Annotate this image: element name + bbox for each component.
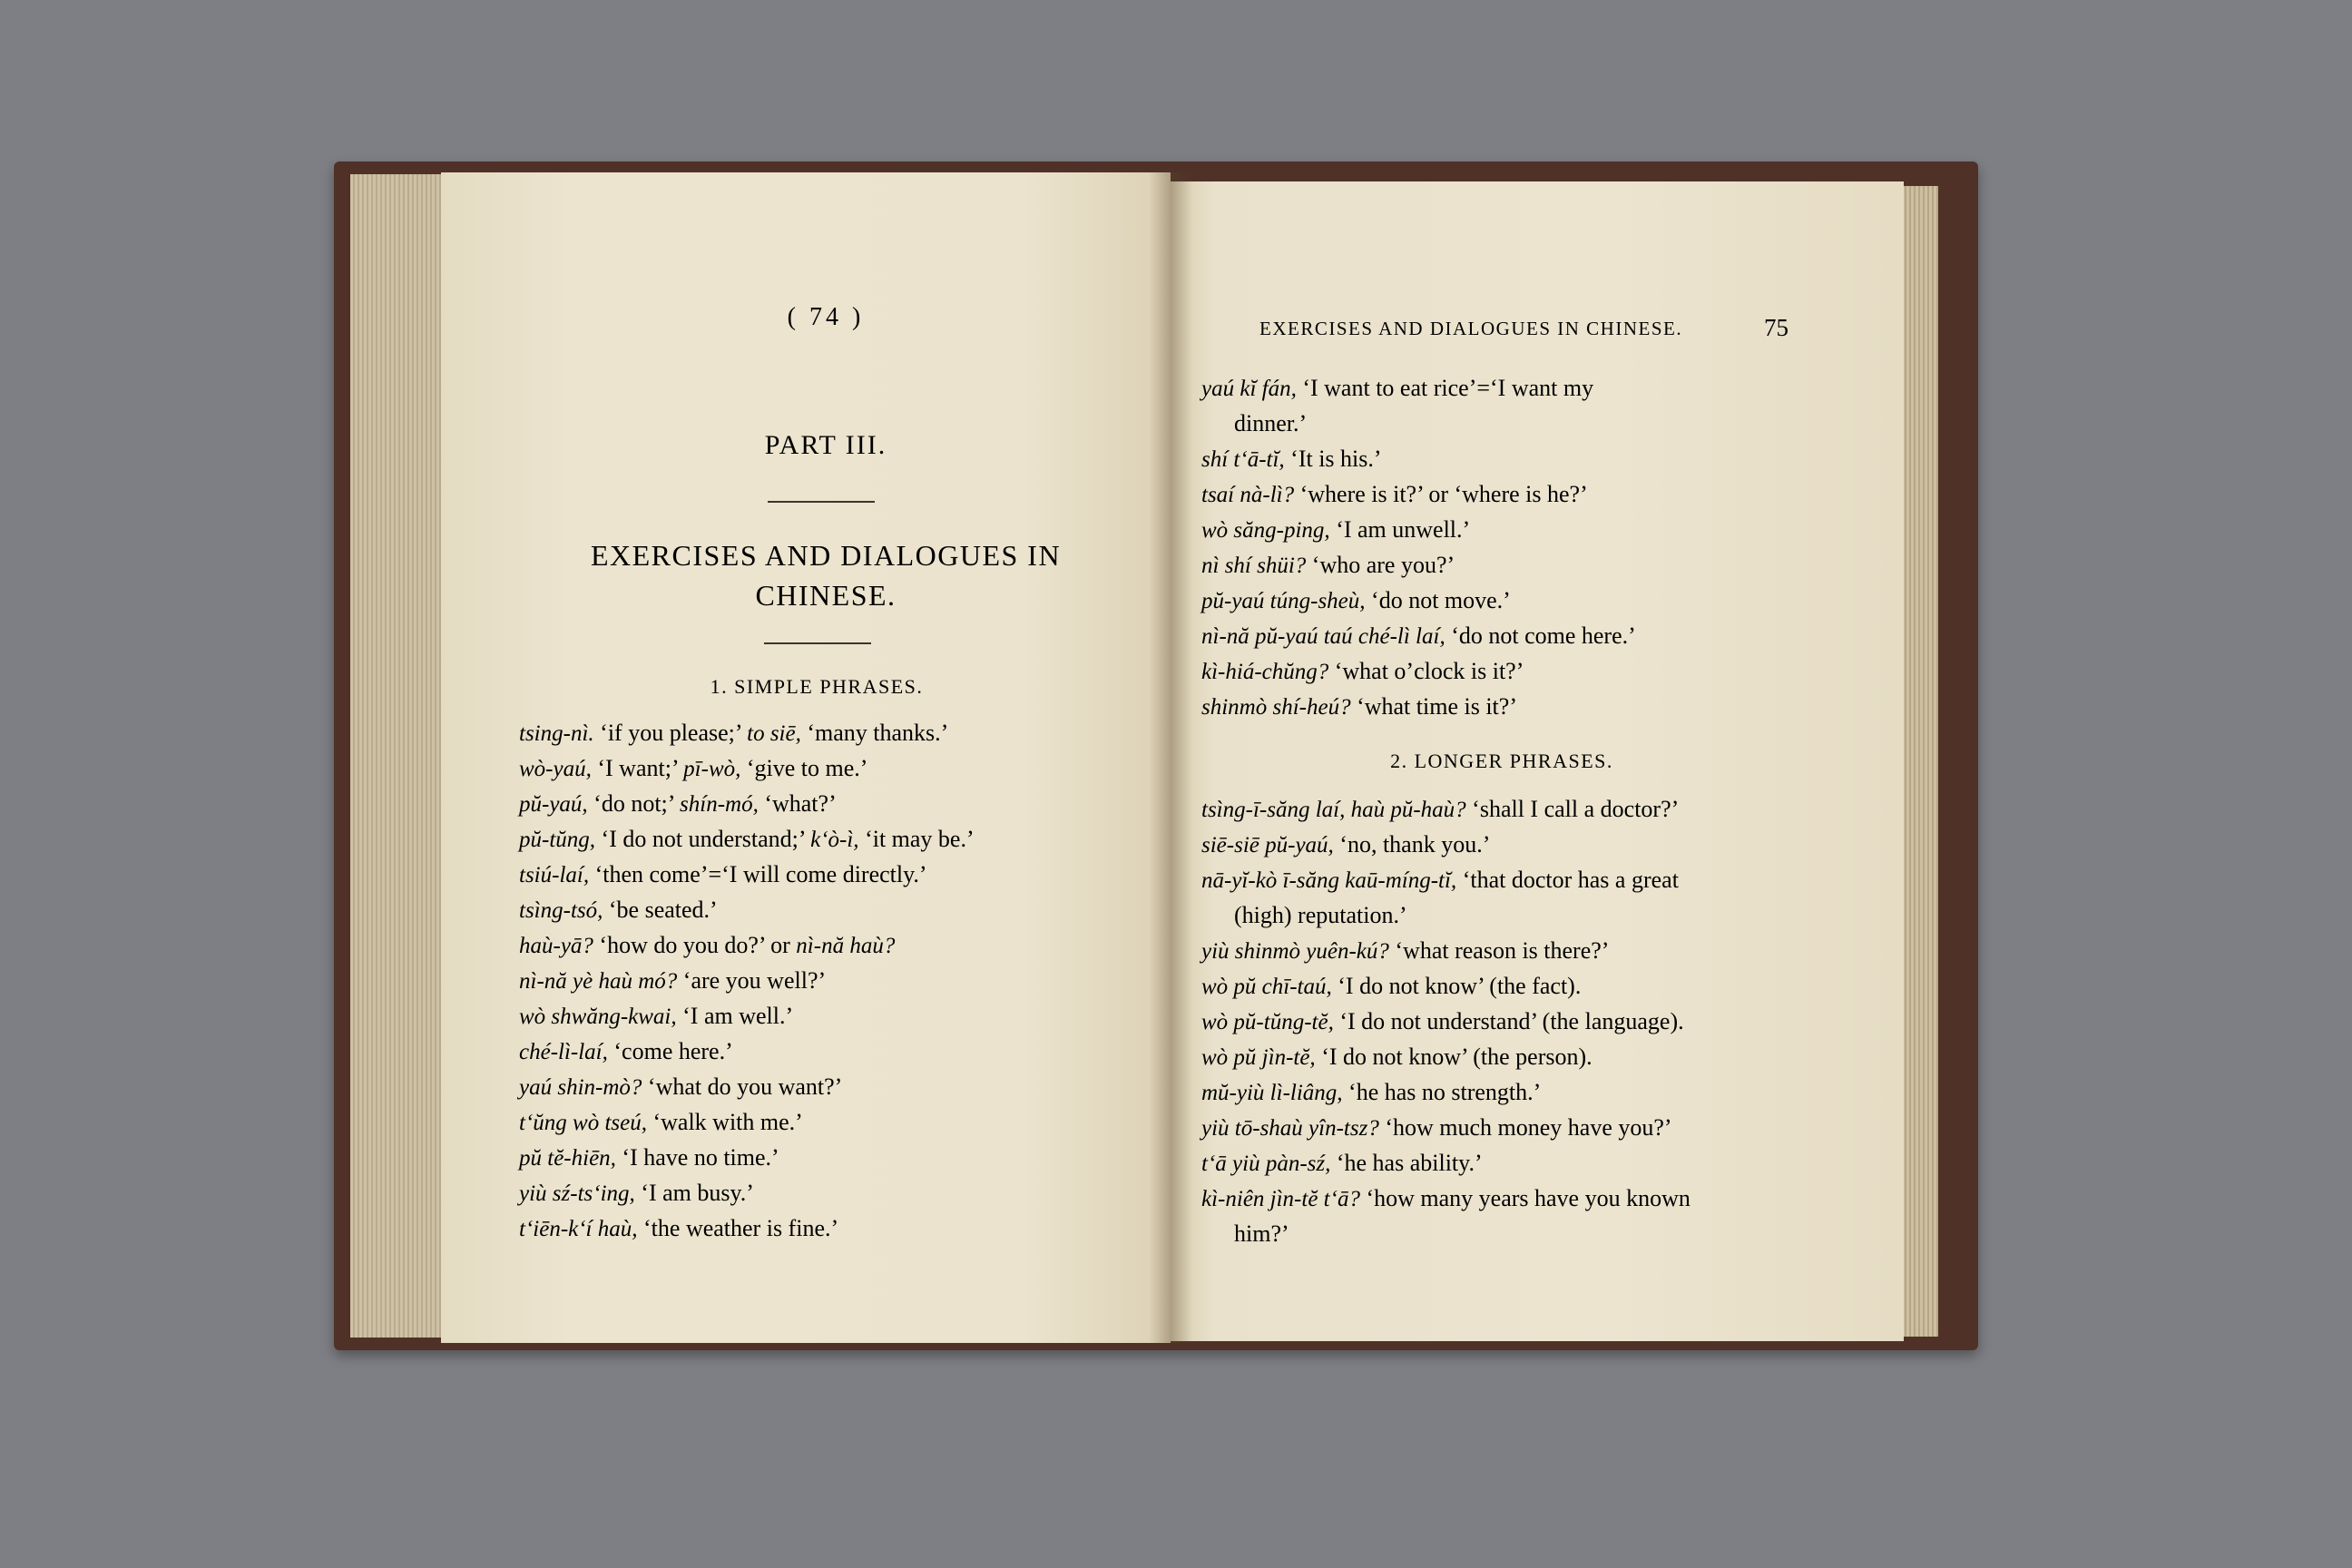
english-gloss: ‘do not come here.’ xyxy=(1445,622,1636,649)
english-gloss: ‘how much money have you?’ xyxy=(1378,1114,1672,1141)
phrase-line xyxy=(519,998,1118,1034)
english-gloss: ‘do not move.’ xyxy=(1365,587,1511,613)
english-gloss: ‘he has no strength.’ xyxy=(1342,1079,1542,1105)
phrase-line xyxy=(519,892,1118,927)
english-gloss: ‘where is it?’ or ‘where is he?’ xyxy=(1294,481,1588,507)
phrase-line xyxy=(519,1210,1118,1246)
romanized-term: shín-mó, xyxy=(680,792,759,817)
english-gloss: ‘it may be.’ xyxy=(858,826,975,852)
phrase-line xyxy=(1201,827,1800,862)
english-gloss: ‘how do you do?’ or xyxy=(593,932,797,958)
phrase-line xyxy=(519,1069,1118,1104)
romanized-term: pŭ-yaú, xyxy=(519,792,588,817)
english-gloss: ‘he has ability.’ xyxy=(1330,1150,1483,1176)
phrase-line xyxy=(519,1034,1118,1069)
phrase-line xyxy=(519,927,1118,963)
phrase-line xyxy=(1201,406,1800,441)
divider-rule xyxy=(764,642,871,644)
romanized-term: mŭ-yiù lì-liâng, xyxy=(1201,1081,1343,1105)
romanized-term: siē-siē pŭ-yaú, xyxy=(1201,833,1334,858)
romanized-term: k‘ò-ì, xyxy=(810,828,859,852)
section-title xyxy=(544,535,1107,615)
english-gloss: ‘I want;’ xyxy=(591,755,684,781)
phrase-line xyxy=(1201,968,1800,1004)
phrase-line xyxy=(1201,862,1800,897)
subsection-title-longer: 2. LONGER PHRASES. xyxy=(1390,750,1613,772)
romanized-term: wò shwăng-kwai, xyxy=(519,1004,677,1029)
english-gloss: ‘shall I call a doctor?’ xyxy=(1465,796,1680,822)
romanized-term: wò pŭ chī-taú, xyxy=(1201,975,1332,999)
romanized-term: shinmò shí-heú? xyxy=(1201,695,1351,720)
phrase-line xyxy=(1201,897,1800,933)
romanized-term: nì shí shüi? xyxy=(1201,554,1307,578)
romanized-term: t‘ā yiù pàn-sź, xyxy=(1201,1152,1331,1176)
book-gutter xyxy=(1149,172,1192,1343)
phrase-list-longer xyxy=(1201,791,1800,1251)
part-title: PART III. xyxy=(764,430,887,460)
english-gloss: ‘walk with me.’ xyxy=(646,1109,803,1135)
phrase-line xyxy=(519,715,1118,750)
romanized-term: yiù shinmò yuên-kú? xyxy=(1201,939,1389,964)
romanized-term: t‘ŭng wò tseú, xyxy=(519,1111,647,1135)
page-edges-left xyxy=(350,174,450,1338)
romanized-term: tsaí nà-lì? xyxy=(1201,483,1295,507)
phrase-line xyxy=(1201,583,1800,618)
phrase-line xyxy=(519,821,1118,857)
english-gloss: ‘I am unwell.’ xyxy=(1329,516,1471,543)
romanized-term: nì-nă yè haù mó? xyxy=(519,969,678,994)
english-gloss: ‘what reason is there?’ xyxy=(1388,937,1610,964)
romanized-term: yiù tō-shaù yîn-tsz? xyxy=(1201,1116,1379,1141)
phrase-line xyxy=(1201,1181,1800,1216)
section-title-line: CHINESE. xyxy=(755,579,897,612)
english-gloss: ‘I do not know’ (the person). xyxy=(1315,1044,1592,1070)
romanized-term: yiù sź-ts‘ing, xyxy=(519,1181,635,1206)
english-gloss: ‘who are you?’ xyxy=(1306,552,1455,578)
english-gloss: ‘the weather is fine.’ xyxy=(637,1215,839,1241)
english-gloss: ‘are you well?’ xyxy=(677,967,827,994)
phrase-line xyxy=(1201,441,1800,476)
page-edges-right xyxy=(1902,186,1938,1337)
romanized-term: pŭ-tŭng, xyxy=(519,828,596,852)
phrase-line xyxy=(1201,1004,1800,1039)
phrase-line xyxy=(1201,512,1800,547)
english-gloss: ‘give to me.’ xyxy=(740,755,868,781)
subsection-title-simple: 1. SIMPLE PHRASES. xyxy=(710,675,924,698)
romanized-term: to siē, xyxy=(747,721,801,746)
divider-rule xyxy=(768,501,875,503)
romanized-term: tsìng-ī-săng laí, haù pŭ-haù? xyxy=(1201,798,1466,822)
phrase-line xyxy=(519,1140,1118,1175)
phrase-line xyxy=(519,1104,1118,1140)
romanized-term: haù-yā? xyxy=(519,934,593,958)
section-title-line: EXERCISES AND DIALOGUES IN xyxy=(590,539,1062,572)
english-gloss: ‘I do not understand;’ xyxy=(595,826,811,852)
english-gloss: ‘how many years have you known xyxy=(1359,1185,1690,1211)
romanized-term: tsing-nì. xyxy=(519,721,594,746)
phrase-line xyxy=(1201,1145,1800,1181)
english-gloss: ‘what time is it?’ xyxy=(1350,693,1517,720)
romanized-term: kì-hiá-chŭng? xyxy=(1201,660,1329,684)
english-gloss: dinner.’ xyxy=(1234,410,1308,436)
english-gloss: ‘come here.’ xyxy=(607,1038,733,1064)
phrase-list-simple xyxy=(519,715,1118,1246)
romanized-term: tsìng-tsó, xyxy=(519,898,603,923)
romanized-term: pī-wò, xyxy=(683,757,741,781)
page-number-right: 75 xyxy=(1764,314,1788,341)
english-gloss: ‘I have no time.’ xyxy=(615,1144,779,1171)
romanized-term: wò-yaú, xyxy=(519,757,592,781)
english-gloss: ‘if you please;’ xyxy=(593,720,748,746)
romanized-term: nì-nă haù? xyxy=(796,934,896,958)
romanized-term: nì-nă pŭ-yaú taú ché-lì laí, xyxy=(1201,624,1446,649)
romanized-term: pŭ tĕ-hiēn, xyxy=(519,1146,616,1171)
phrase-line xyxy=(1201,933,1800,968)
english-gloss: ‘what?’ xyxy=(758,790,837,817)
english-gloss: ‘then come’=‘I will come directly.’ xyxy=(589,861,927,887)
romanized-term: tsiú-laí, xyxy=(519,863,590,887)
phrase-line xyxy=(1201,618,1800,653)
english-gloss: ‘that doctor has a great xyxy=(1456,867,1679,893)
romanized-term: kì-niên jìn-tĕ t‘ā? xyxy=(1201,1187,1360,1211)
english-gloss: ‘what do you want?’ xyxy=(642,1073,843,1100)
phrase-list-continued xyxy=(1201,370,1800,724)
phrase-line xyxy=(519,750,1118,786)
phrase-line xyxy=(1201,653,1800,689)
english-gloss: him?’ xyxy=(1234,1220,1289,1247)
phrase-line xyxy=(1201,1074,1800,1110)
phrase-line xyxy=(1201,1216,1800,1251)
romanized-term: shí t‘ā-tĭ, xyxy=(1201,447,1285,472)
phrase-line xyxy=(519,857,1118,892)
romanized-term: yaú shin-mò? xyxy=(519,1075,642,1100)
english-gloss: ‘be seated.’ xyxy=(603,897,718,923)
english-gloss: ‘I want to eat rice’=‘I want my xyxy=(1296,375,1594,401)
english-gloss: ‘It is his.’ xyxy=(1284,446,1382,472)
english-gloss: (high) reputation.’ xyxy=(1234,902,1407,928)
phrase-line xyxy=(1201,1110,1800,1145)
romanized-term: wò pŭ jìn-tĕ, xyxy=(1201,1045,1316,1070)
phrase-line xyxy=(1201,547,1800,583)
phrase-line xyxy=(1201,370,1800,406)
page-number-left: ( 74 ) xyxy=(787,303,865,331)
romanized-term: wò pŭ-tŭng-tĕ, xyxy=(1201,1010,1334,1034)
phrase-line xyxy=(1201,1039,1800,1074)
english-gloss: ‘I am well.’ xyxy=(676,1003,794,1029)
romanized-term: ché-lì-laí, xyxy=(519,1040,608,1064)
english-gloss: ‘I am busy.’ xyxy=(634,1180,754,1206)
phrase-line xyxy=(519,786,1118,821)
english-gloss: ‘many thanks.’ xyxy=(800,720,949,746)
phrase-line xyxy=(1201,476,1800,512)
romanized-term: wò săng-ping, xyxy=(1201,518,1330,543)
romanized-term: t‘iēn-k‘í haù, xyxy=(519,1217,638,1241)
phrase-line xyxy=(1201,791,1800,827)
romanized-term: pŭ-yaú túng-sheù, xyxy=(1201,589,1366,613)
english-gloss: ‘I do not understand’ (the language). xyxy=(1333,1008,1684,1034)
romanized-term: nā-yĭ-kò ī-săng kaū-míng-tĭ, xyxy=(1201,868,1457,893)
phrase-line xyxy=(519,1175,1118,1210)
running-head: EXERCISES AND DIALOGUES IN CHINESE. xyxy=(1259,318,1683,339)
phrase-line xyxy=(1201,689,1800,724)
romanized-term: yaú kĭ fán, xyxy=(1201,377,1297,401)
english-gloss: ‘do not;’ xyxy=(587,790,681,817)
english-gloss: ‘I do not know’ (the fact). xyxy=(1331,973,1582,999)
english-gloss: ‘no, thank you.’ xyxy=(1333,831,1491,858)
phrase-line xyxy=(519,963,1118,998)
english-gloss: ‘what o’clock is it?’ xyxy=(1328,658,1524,684)
